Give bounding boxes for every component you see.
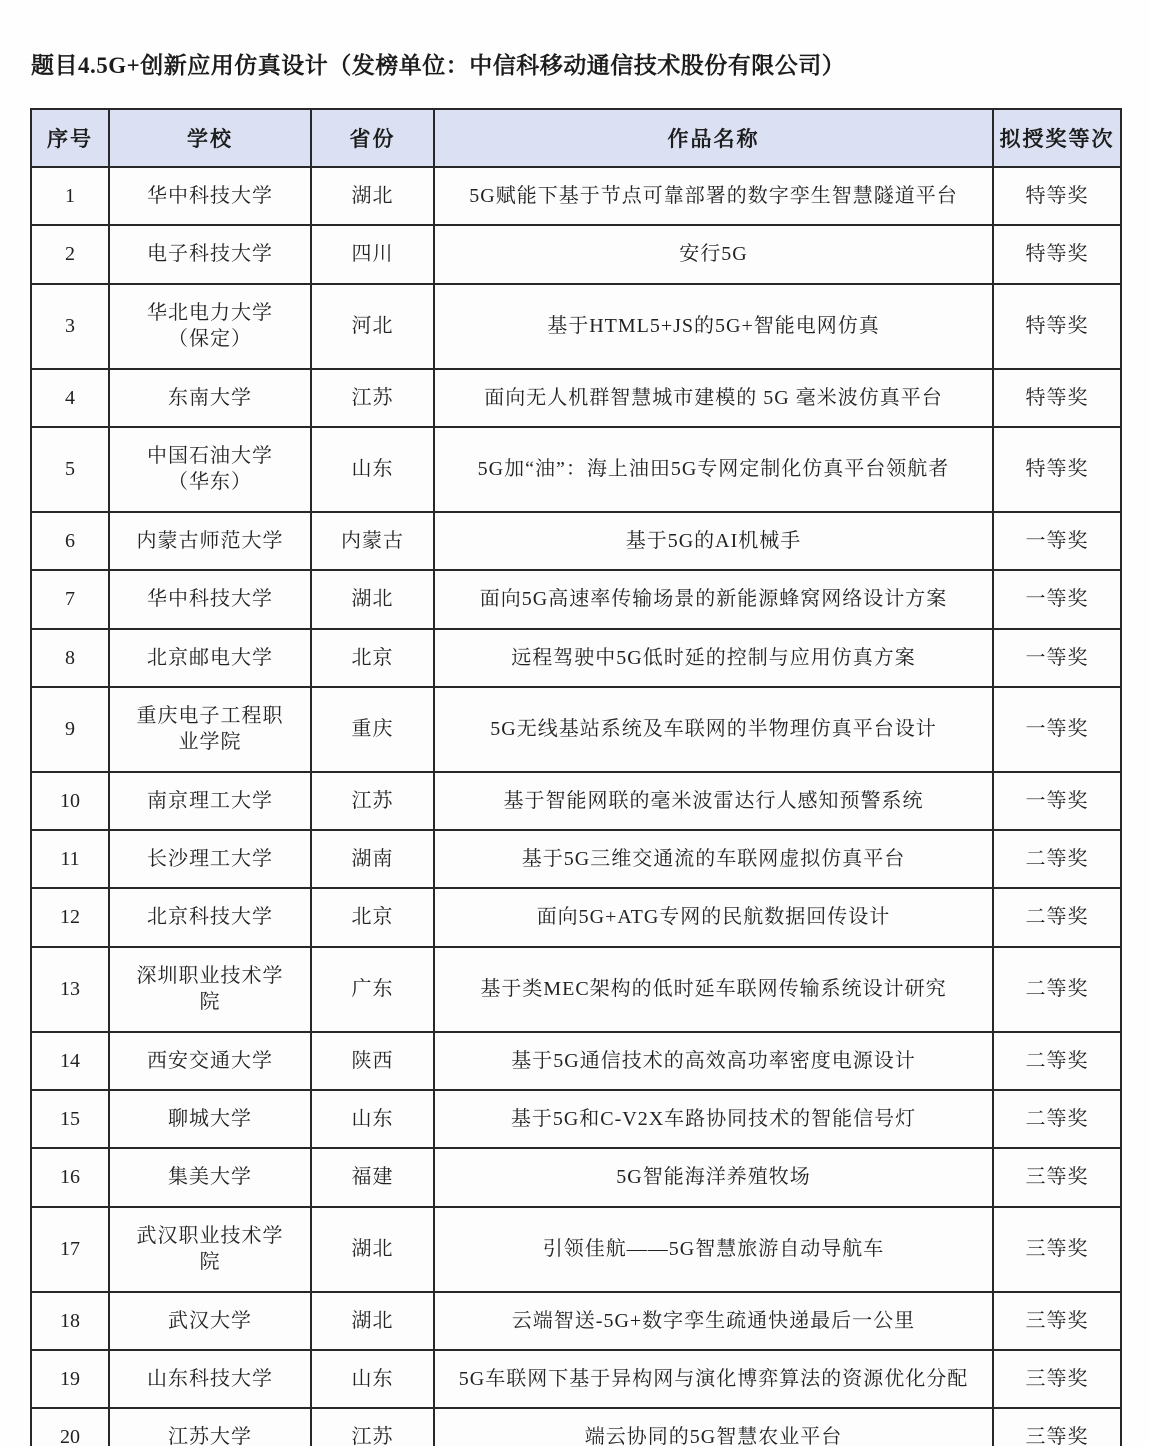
cell-award: 二等奖 <box>993 1032 1121 1090</box>
cell-award: 一等奖 <box>993 512 1121 570</box>
cell-award: 一等奖 <box>993 772 1121 830</box>
table-row <box>31 225 1121 283</box>
cell-province: 江苏 <box>311 1408 434 1446</box>
cell-work: 5G无线基站系统及车联网的半物理仿真平台设计 <box>434 687 993 772</box>
cell-work: 5G加“油”：海上油田5G专网定制化仿真平台领航者 <box>434 427 993 512</box>
cell-province: 湖北 <box>311 570 434 628</box>
table-row <box>31 512 1121 570</box>
cell-no: 2 <box>31 225 109 283</box>
col-header-award: 拟授奖等次 <box>993 109 1121 167</box>
cell-work: 远程驾驶中5G低时延的控制与应用仿真方案 <box>434 629 993 687</box>
cell-school: 长沙理工大学 <box>109 830 311 888</box>
table-row <box>31 427 1121 512</box>
cell-no: 18 <box>31 1292 109 1350</box>
cell-province: 湖南 <box>311 830 434 888</box>
table-row <box>31 570 1121 628</box>
cell-work: 基于5G三维交通流的车联网虚拟仿真平台 <box>434 830 993 888</box>
cell-work: 5G智能海洋养殖牧场 <box>434 1148 993 1206</box>
cell-award: 三等奖 <box>993 1148 1121 1206</box>
cell-work: 基于5G和C-V2X车路协同技术的智能信号灯 <box>434 1090 993 1148</box>
cell-no: 7 <box>31 570 109 628</box>
cell-award: 二等奖 <box>993 1090 1121 1148</box>
cell-work: 基于5G的AI机械手 <box>434 512 993 570</box>
cell-no: 4 <box>31 369 109 427</box>
cell-province: 福建 <box>311 1148 434 1206</box>
cell-province: 湖北 <box>311 167 434 225</box>
cell-award: 一等奖 <box>993 570 1121 628</box>
cell-province: 北京 <box>311 888 434 946</box>
cell-work: 面向无人机群智慧城市建模的 5G 毫米波仿真平台 <box>434 369 993 427</box>
cell-award: 二等奖 <box>993 947 1121 1032</box>
cell-award: 三等奖 <box>993 1292 1121 1350</box>
col-header-province: 省份 <box>311 109 434 167</box>
cell-no: 17 <box>31 1207 109 1292</box>
cell-work: 基于智能网联的毫米波雷达行人感知预警系统 <box>434 772 993 830</box>
table-row <box>31 167 1121 225</box>
table-row <box>31 888 1121 946</box>
table-row <box>31 1032 1121 1090</box>
cell-school: 华中科技大学 <box>109 570 311 628</box>
table-row <box>31 1408 1121 1446</box>
table-row <box>31 1207 1121 1292</box>
cell-award: 特等奖 <box>993 284 1121 369</box>
table-row <box>31 1292 1121 1350</box>
cell-work: 安行5G <box>434 225 993 283</box>
table-row <box>31 772 1121 830</box>
cell-school: 山东科技大学 <box>109 1350 311 1408</box>
cell-school: 西安交通大学 <box>109 1032 311 1090</box>
cell-province: 江苏 <box>311 369 434 427</box>
cell-work: 端云协同的5G智慧农业平台 <box>434 1408 993 1446</box>
cell-school: 北京科技大学 <box>109 888 311 946</box>
cell-province: 北京 <box>311 629 434 687</box>
cell-no: 14 <box>31 1032 109 1090</box>
cell-province: 重庆 <box>311 687 434 772</box>
table-row <box>31 1148 1121 1206</box>
cell-province: 陕西 <box>311 1032 434 1090</box>
page-title: 题目4.5G+创新应用仿真设计（发榜单位：中信科移动通信技术股份有限公司） <box>31 53 846 78</box>
cell-province: 山东 <box>311 427 434 512</box>
cell-award: 二等奖 <box>993 888 1121 946</box>
cell-award: 一等奖 <box>993 687 1121 772</box>
cell-work: 基于类MEC架构的低时延车联网传输系统设计研究 <box>434 947 993 1032</box>
cell-province: 江苏 <box>311 772 434 830</box>
header-row <box>31 109 1121 167</box>
table-row <box>31 687 1121 772</box>
cell-award: 特等奖 <box>993 427 1121 512</box>
cell-province: 内蒙古 <box>311 512 434 570</box>
cell-award: 三等奖 <box>993 1350 1121 1408</box>
cell-province: 湖北 <box>311 1207 434 1292</box>
col-header-work: 作品名称 <box>434 109 993 167</box>
table-row <box>31 369 1121 427</box>
cell-school: 北京邮电大学 <box>109 629 311 687</box>
cell-no: 12 <box>31 888 109 946</box>
cell-no: 19 <box>31 1350 109 1408</box>
cell-school: 南京理工大学 <box>109 772 311 830</box>
cell-no: 13 <box>31 947 109 1032</box>
cell-no: 3 <box>31 284 109 369</box>
cell-school: 武汉大学 <box>109 1292 311 1350</box>
cell-work: 面向5G+ATG专网的民航数据回传设计 <box>434 888 993 946</box>
table-row <box>31 830 1121 888</box>
col-header-no: 序号 <box>31 109 109 167</box>
cell-province: 河北 <box>311 284 434 369</box>
cell-school: 东南大学 <box>109 369 311 427</box>
cell-school: 电子科技大学 <box>109 225 311 283</box>
cell-award: 特等奖 <box>993 225 1121 283</box>
cell-school: 内蒙古师范大学 <box>109 512 311 570</box>
cell-school: 集美大学 <box>109 1148 311 1206</box>
cell-no: 16 <box>31 1148 109 1206</box>
cell-work: 基于HTML5+JS的5G+智能电网仿真 <box>434 284 993 369</box>
cell-province: 山东 <box>311 1350 434 1408</box>
cell-work: 基于5G通信技术的高效高功率密度电源设计 <box>434 1032 993 1090</box>
cell-work: 5G赋能下基于节点可靠部署的数字孪生智慧隧道平台 <box>434 167 993 225</box>
cell-award: 特等奖 <box>993 369 1121 427</box>
cell-award: 三等奖 <box>993 1408 1121 1446</box>
cell-no: 6 <box>31 512 109 570</box>
cell-no: 8 <box>31 629 109 687</box>
cell-award: 三等奖 <box>993 1207 1121 1292</box>
cell-province: 湖北 <box>311 1292 434 1350</box>
cell-work: 5G车联网下基于异构网与演化博弈算法的资源优化分配 <box>434 1350 993 1408</box>
table-row <box>31 629 1121 687</box>
cell-province: 山东 <box>311 1090 434 1148</box>
cell-award: 特等奖 <box>993 167 1121 225</box>
cell-no: 10 <box>31 772 109 830</box>
cell-school: 中国石油大学（华东） <box>109 427 311 512</box>
col-header-school: 学校 <box>109 109 311 167</box>
cell-no: 5 <box>31 427 109 512</box>
table-row <box>31 284 1121 369</box>
cell-school: 重庆电子工程职业学院 <box>109 687 311 772</box>
table-row <box>31 1090 1121 1148</box>
cell-no: 20 <box>31 1408 109 1446</box>
cell-award: 二等奖 <box>993 830 1121 888</box>
cell-province: 四川 <box>311 225 434 283</box>
cell-no: 15 <box>31 1090 109 1148</box>
cell-work: 面向5G高速率传输场景的新能源蜂窝网络设计方案 <box>434 570 993 628</box>
cell-province: 广东 <box>311 947 434 1032</box>
cell-no: 1 <box>31 167 109 225</box>
cell-work: 云端智送-5G+数字孪生疏通快递最后一公里 <box>434 1292 993 1350</box>
cell-no: 11 <box>31 830 109 888</box>
cell-school: 深圳职业技术学院 <box>109 947 311 1032</box>
cell-school: 华北电力大学（保定） <box>109 284 311 369</box>
table-row <box>31 947 1121 1032</box>
cell-school: 武汉职业技术学院 <box>109 1207 311 1292</box>
cell-school: 华中科技大学 <box>109 167 311 225</box>
cell-school: 聊城大学 <box>109 1090 311 1148</box>
table-row <box>31 1350 1121 1408</box>
cell-school: 江苏大学 <box>109 1408 311 1446</box>
cell-no: 9 <box>31 687 109 772</box>
cell-work: 引领佳航——5G智慧旅游自动导航车 <box>434 1207 993 1292</box>
cell-award: 一等奖 <box>993 629 1121 687</box>
awards-table <box>30 108 1122 1446</box>
